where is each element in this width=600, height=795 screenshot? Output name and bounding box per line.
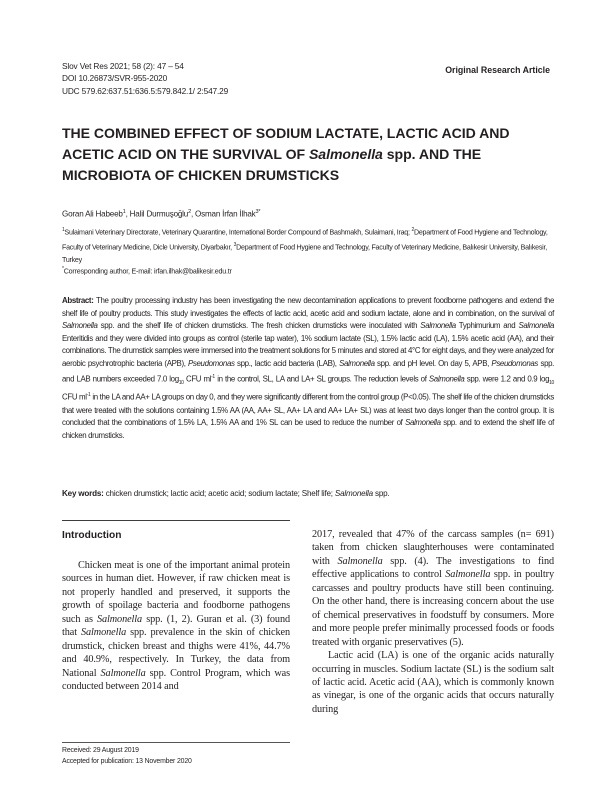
paragraph-italic: Salmonella: [80, 627, 127, 639]
abstract-subscript: 10: [178, 379, 184, 386]
abstract-italic: Salmonella: [428, 374, 465, 384]
udc: UDC 579.62:637.51:636.5:579.842.1/ 2:547.29: [62, 85, 229, 96]
abstract-italic: Salmonella: [420, 321, 456, 331]
affil-2-sup: 2: [411, 227, 414, 233]
paragraph-italic: Salmonella: [445, 569, 491, 581]
keywords-text: chicken drumstick; lactic acid; acetic acid; sodium lactate; Shelf life;: [103, 489, 335, 498]
abstract-text: Enteritidis and they were divided into groups as control (sterile tap water), 1% sodium lactate (SL), 1.5% lactic acid (LA), 1.5% acetic acid (AA), and their combinations. The drumstick samples were immersed into the treatment solutions for 5 minutes and stored at 4°C for eight days, and they were analyzed for aerobic psychrotrophic bacteria (APB),: [62, 333, 554, 368]
abstract: [62, 295, 554, 442]
received-date: Received: 29 August 2019: [62, 747, 139, 754]
paragraph-italic: Salmonella: [100, 667, 146, 679]
author-2: , Halil Durmuşoğlu: [125, 209, 189, 219]
footer-divider: [62, 742, 290, 743]
paragraph-text: spp. (4). The investigations to find effective applications to control: [312, 555, 554, 581]
author-1-sup: 1: [122, 209, 126, 215]
abstract-italic: Salmonella: [405, 418, 441, 428]
abstract-text: spp. and LAB numbers exceeded 7.0 log: [62, 358, 554, 384]
affil-1-sup: 1: [62, 227, 65, 233]
intro-paragraph-1: [62, 559, 290, 694]
article-type: Original Research Article: [445, 65, 550, 75]
author-2-sup: 2: [188, 209, 191, 215]
intro-column-right: [312, 528, 554, 716]
affil-2: Department of Food Hygiene and Technology, Faculty of Veterinary Medicine, Dicle University, Diyarbakır,: [62, 228, 548, 252]
abstract-superscript: -1: [211, 373, 215, 380]
keywords-italic: Salmonella: [334, 489, 373, 498]
title-part-1: THE COMBINED EFFECT OF SODIUM LACTATE, LACTIC ACID AND ACETIC ACID ON THE SURVIVAL OF: [62, 125, 510, 162]
keywords-label: Key words:: [62, 489, 104, 498]
abstract-italic: Pseudomonas: [188, 358, 235, 368]
abstract-italic: Salmonella: [339, 358, 375, 368]
paragraph-text: Chicken meat is one of the important animal protein sources in human diet. However, if raw chicken meat is not properly handled and preserved, it supports the growth of spoilage bacteria and foodborne pathogens such as: [62, 560, 290, 625]
keywords: [62, 489, 554, 498]
affil-3: Department of Food Hygiene and Technology, Faculty of Veterinary Medicine, Balıkesir University, Balıkesir, Turkey: [62, 243, 547, 264]
journal-citation: Slov Vet Res 2021; 58 (2): 47 – 54: [62, 61, 184, 71]
affiliations: [62, 224, 554, 266]
affil-1: Sulaimani Veterinary Directorate, Veterinary Quarantine, International Border Compound of Bashmakh, Sulaimani, Iraq;: [64, 228, 412, 237]
corresponding-author: [62, 266, 232, 275]
abstract-text: in the LA and AA+ LA groups on day 0, and they were significantly different from the control group (P<0.05). The shelf life of the chicken drumsticks that were treated with the solutions containing 1.5% AA (AA, AA+ SL, AA+ LA and AA+ LA+ SL) was at least two days longer than the control group. It is concluded that the combinations of 1.5% LA, 1.5% AA and 1% SL can be used to reduce the number of: [62, 392, 554, 428]
abstract-text: spp. and the shelf life of chicken drumsticks. The fresh chicken drumsticks were inoculated with: [97, 321, 421, 331]
publication-dates: [62, 745, 192, 767]
abstract-italic: Pseudomonas: [491, 358, 539, 368]
abstract-text: CFU ml: [62, 392, 87, 402]
paragraph-italic: Salmonella: [96, 613, 143, 625]
doi: DOI 10.26873/SVR-955-2020: [62, 73, 168, 84]
paper-title: [62, 123, 552, 186]
paragraph-text: spp. Control Program, which was conducted between 2014 and: [62, 667, 290, 693]
abstract-text: Typhimurium and: [455, 321, 519, 331]
abstract-text: spp., lactic acid bacteria (LAB),: [234, 358, 340, 368]
title-italic: Salmonella: [308, 146, 383, 162]
abstract-text: spp. and to extend the shelf life of chicken drumsticks.: [62, 418, 554, 440]
keywords-end: spp.: [372, 489, 390, 498]
intro-column-left: [62, 559, 290, 694]
paragraph-text: spp. (1, 2). Guran et al. (3) found that: [62, 613, 290, 639]
affil-3-sup: 3: [233, 241, 237, 248]
section-heading-introduction: Introduction: [62, 530, 122, 541]
intro-paragraph-2: Lactic acid (LA) is one of the organic acids naturally occurring in muscles. Sodium lactate (SL) is the sodium salt of lactic acid. Acetic acid (AA), which is commonly known as vinegar, is one of the organic acids that occurs naturally during: [312, 650, 554, 715]
author-list: [62, 209, 260, 219]
abstract-label: Abstract:: [62, 296, 94, 305]
corr-email: Corresponding author, E-mail: irfan.ilhak@balikesir.edu.tr: [63, 267, 232, 276]
title-part-2: spp. AND THE MICROBIOTA OF CHICKEN DRUMSTICKS: [62, 146, 482, 183]
paragraph-text: 2017, revealed that 47% of the carcass samples (n= 691) taken from chicken slaughterhouses were contaminated with: [312, 529, 554, 567]
paragraph-italic: Salmonella: [337, 555, 383, 567]
abstract-text: CFU ml: [183, 374, 212, 384]
paragraph-text: spp. in poultry carcasses and poultry products have still been continuing. On the other hand, there is increasing concern about the use of chemical preservatives in foodstuff by consumers. More and more people prefer minimally processed foods or foods treated with organic preservatives (5).: [312, 569, 554, 648]
author-3: , Osman İrfan İlhak: [190, 209, 256, 219]
intro-paragraph-1-continued: [312, 528, 554, 649]
abstract-text: The poultry processing industry has been investigating the new decontamination applications to prevent foodborne pathogens and extend the shelf life of poultry products. This study investigates the effects of lactic acid, acetic acid and sodium lactate, alone and in combination, on the survival of: [62, 296, 554, 318]
author-1: Goran Ali Habeeb: [62, 209, 123, 219]
corr-sup: *: [62, 266, 64, 272]
accepted-date: Accepted for publication: 13 November 2020: [62, 758, 192, 766]
author-3-sup: 3*: [255, 209, 261, 215]
abstract-text: spp. and pH level. On day 5, APB,: [374, 358, 492, 368]
abstract-italic: Salmonella: [62, 321, 98, 331]
abstract-subscript: 10: [549, 379, 554, 386]
abstract-italic: Salmonella: [518, 321, 555, 331]
abstract-text: in the control, SL, LA and LA+ SL groups. The reduction levels of: [214, 374, 429, 384]
section-divider: [62, 520, 290, 521]
article-meta: [62, 60, 228, 97]
paragraph-text: spp. prevalence in the skin of chicken drumstick, chicken breast and thighs were 41%, 44.7% and 40.9%, respectively. In Turkey, the data from National: [62, 627, 290, 679]
abstract-text: spp. were 1.2 and 0.9 log: [464, 374, 550, 384]
abstract-superscript: -1: [86, 392, 91, 399]
